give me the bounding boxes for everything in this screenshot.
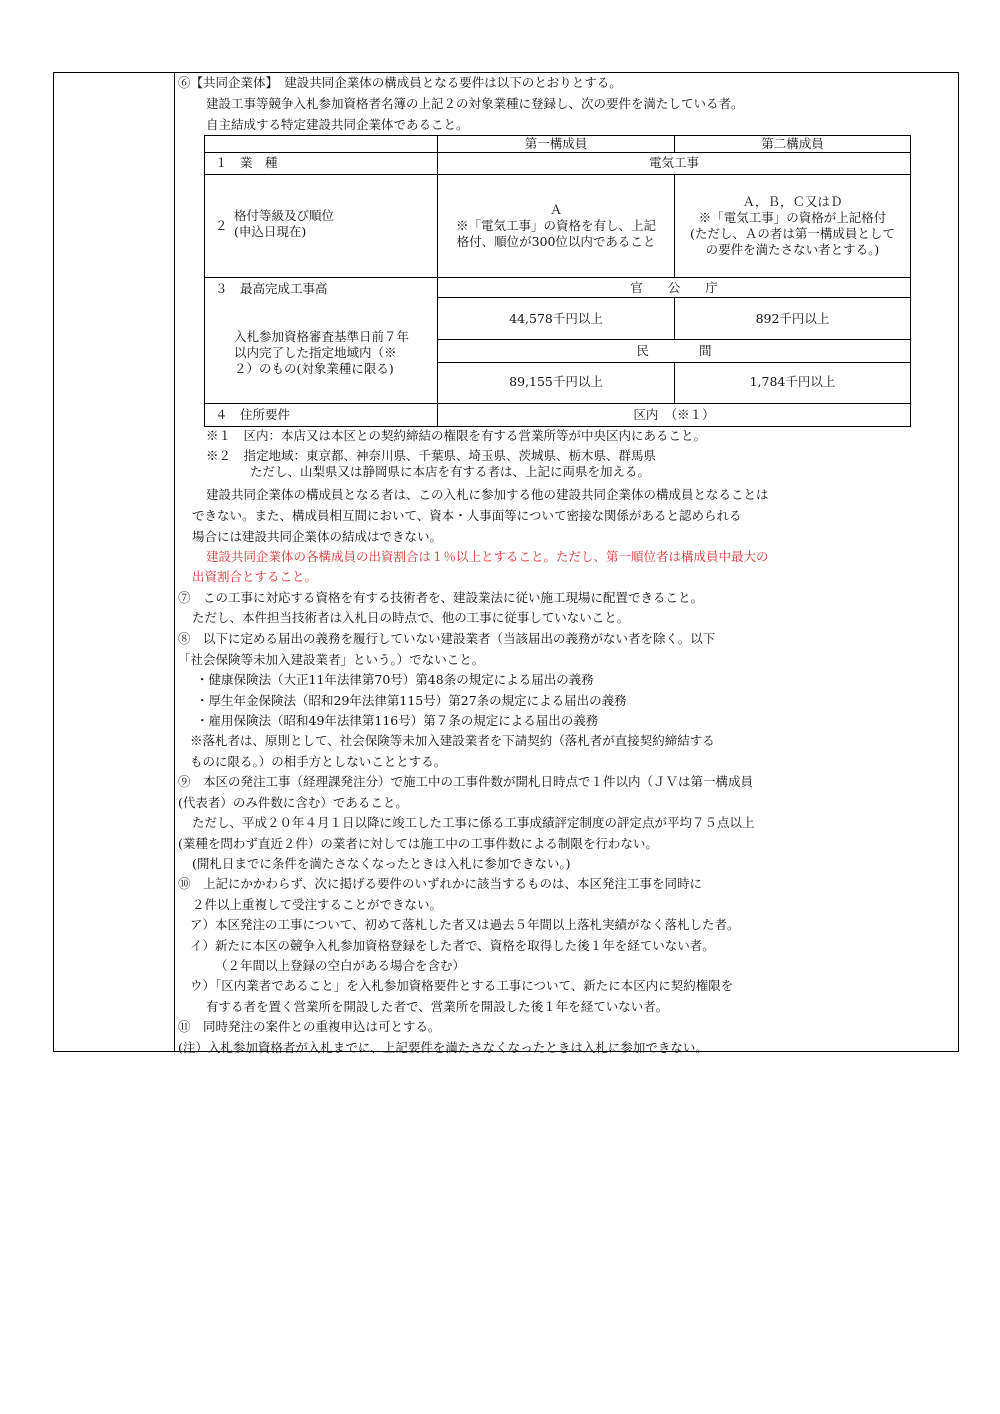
row4-value: 区内 （※１） (633, 407, 715, 422)
row3-private-first: 89,155千円以上 (509, 374, 603, 389)
row2-number: ２ (215, 218, 228, 233)
note-1: ※１ 区内：本店又は本区との契約締結の権限を有する営業所等が中央区内にあること。 (206, 428, 707, 443)
section6-heading: ⑥【共同企業体】 建設共同企業体の構成員となる要件は以下のとおりとする。 (178, 75, 622, 90)
row-divider (437, 339, 910, 340)
investment-ratio-line: 建設共同企業体の各構成員の出資割合は１％以上とすること。ただし、第一順位者は構成員中最大の (206, 549, 769, 564)
section8-line: 「社会保険等未加入建設業者」という。）でないこと。 (178, 652, 485, 667)
row3-private-second: 1,784千円以上 (749, 374, 836, 389)
section10-line: ⑩ 上記にかかわらず、次に掲げる要件のいずれかに該当するものは、本区発注工事を同時に (178, 876, 703, 891)
row3-note: 以内完了した指定地域内（※ (234, 345, 397, 360)
section7-line: ⑦ この工事に対応する資格を有する技術者を、建設業法に従い施工現場に配置できること。 (178, 590, 704, 605)
footnote: (注）入札参加資格者が入札までに、上記要件を満たさなくなったときは入札に参加できない。 (178, 1040, 708, 1055)
row-divider (205, 403, 910, 404)
section8-item: ・雇用保険法（昭和49年法律第116号）第７条の規定による届出の義務 (196, 713, 599, 728)
row2-first-note: 格付、順位が300位以内であること (456, 234, 656, 249)
section9-line: (代表者）のみ件数に含む）であること。 (178, 795, 408, 810)
row2-second-grade: Ａ，Ｂ，Ｃ又はＤ (742, 194, 843, 209)
section7-line: ただし、本件担当技術者は入札日の時点で、他の工事に従事していないこと。 (192, 610, 630, 625)
note-2-cont: ただし、山梨県又は静岡県に本店を有する者は、上記に両県を加える。 (250, 464, 651, 479)
row1-value: 電気工事 (648, 155, 699, 170)
section8-item: ・健康保険法（大正11年法律第70号）第48条の規定による届出の義務 (196, 672, 594, 687)
col-header-second: 第二構成員 (761, 136, 824, 151)
row3-gov-first: 44,578千円以上 (509, 311, 603, 326)
row-divider (205, 174, 910, 175)
row3-private-header: 民 間 (636, 343, 712, 358)
section9-line: ただし、平成２０年４月１日以降に竣工した工事に係る工事成績評定制度の評定点が平均７５点以上 (192, 815, 755, 830)
row3-note: ２）のもの(対象業種に限る) (234, 361, 394, 376)
jv-paragraph-line: 場合には建設共同企業体の結成はできない。 (192, 529, 443, 544)
section10-item-note: （２年間以上登録の空白がある場合を含む） (215, 958, 466, 973)
section10-item-cont: 有する者を置く営業所を開設した者で、営業所を開設した後１年を経ていない者。 (206, 999, 669, 1014)
row-divider (205, 152, 910, 153)
row2-second-note: ※「電気工事」の資格が上記格付 (698, 210, 887, 225)
left-label-column (54, 73, 175, 1051)
row1-label: １ 業 種 (215, 155, 278, 170)
jv-paragraph-line: 建設共同企業体の構成員となる者は、この入札に参加する他の建設共同企業体の構成員となることは (206, 487, 769, 502)
section6-intro-1: 建設工事等競争入札参加資格者名簿の上記２の対象業種に登録し、次の要件を満たしている者。 (206, 96, 744, 111)
investment-ratio-line: 出資割合とすること。 (192, 569, 318, 584)
row2-second-note: (ただし、Ａの者は第一構成員として (690, 226, 895, 241)
section8-item: ・厚生年金保険法（昭和29年法律第115号）第27条の規定による届出の義務 (196, 693, 627, 708)
jv-requirements-table (204, 135, 911, 427)
section10-line: ２件以上重複して受注することができない。 (192, 897, 443, 912)
section10-item: ア）本区発注の工事について、初めて落札した者又は過去５年間以上落札実績がなく落札した者。 (190, 917, 740, 932)
col-header-first: 第一構成員 (524, 136, 588, 151)
section8-line: ⑧ 以下に定める届出の義務を履行していない建設業者（当該届出の義務がない者を除く。以下 (178, 631, 716, 646)
row-divider (205, 277, 910, 278)
row3-gov-header: 官 公 庁 (630, 280, 718, 295)
row2-sublabel: (申込日現在) (234, 224, 307, 239)
section10-item: イ）新たに本区の競争入札参加資格登録をした者で、資格を取得した後１年を経ていない者。 (190, 938, 715, 953)
row3-label: ３ 最高完成工事高 (215, 281, 328, 296)
note-2: ※２ 指定地域：東京都、神奈川県、千葉県、埼玉県、茨城県、栃木県、群馬県 (206, 448, 657, 463)
row3-gov-second: 892千円以上 (755, 311, 830, 326)
section9-line: (開札日までに条件を満たさなくなったときは入札に参加できない。) (192, 856, 571, 871)
row2-first-grade: Ａ (549, 202, 563, 217)
section10-item: ウ）「区内業者であること」を入札参加資格要件とする工事について、新たに本区内に契約権限を (190, 978, 734, 993)
section9-line: ⑨ 本区の発注工事（経理課発注分）で施工中の工事件数が開札日時点で１件以内（ＪＶは第一構成員 (178, 774, 754, 789)
section9-line: (業種を問わず直近２件）の業者に対しては施工中の工事件数による制限を行わない。 (178, 836, 658, 851)
row2-first-note: ※「電気工事」の資格を有し、上記 (455, 218, 656, 233)
row4-label: ４ 住所要件 (215, 407, 291, 422)
section6-intro-2: 自主結成する特定建設共同企業体であること。 (206, 117, 469, 132)
section8-line: ものに限る。）の相手方としないこととする。 (190, 754, 447, 769)
section11-line: ⑪ 同時発注の案件との重複申込は可とする。 (178, 1019, 441, 1034)
section8-line: ※落札者は、原則として、社会保険等未加入建設業者を下請契約（落札者が直接契約締結する (190, 733, 715, 748)
row3-note: 入札参加資格審査基準日前７年 (234, 329, 410, 344)
jv-paragraph-line: できない。また、構成員相互間において、資本・人事面等について密接な関係があると認められる (192, 508, 742, 523)
row2-second-note: の要件を満たさない者とする。) (705, 242, 880, 257)
row2-label: 格付等級及び順位 (234, 208, 335, 223)
